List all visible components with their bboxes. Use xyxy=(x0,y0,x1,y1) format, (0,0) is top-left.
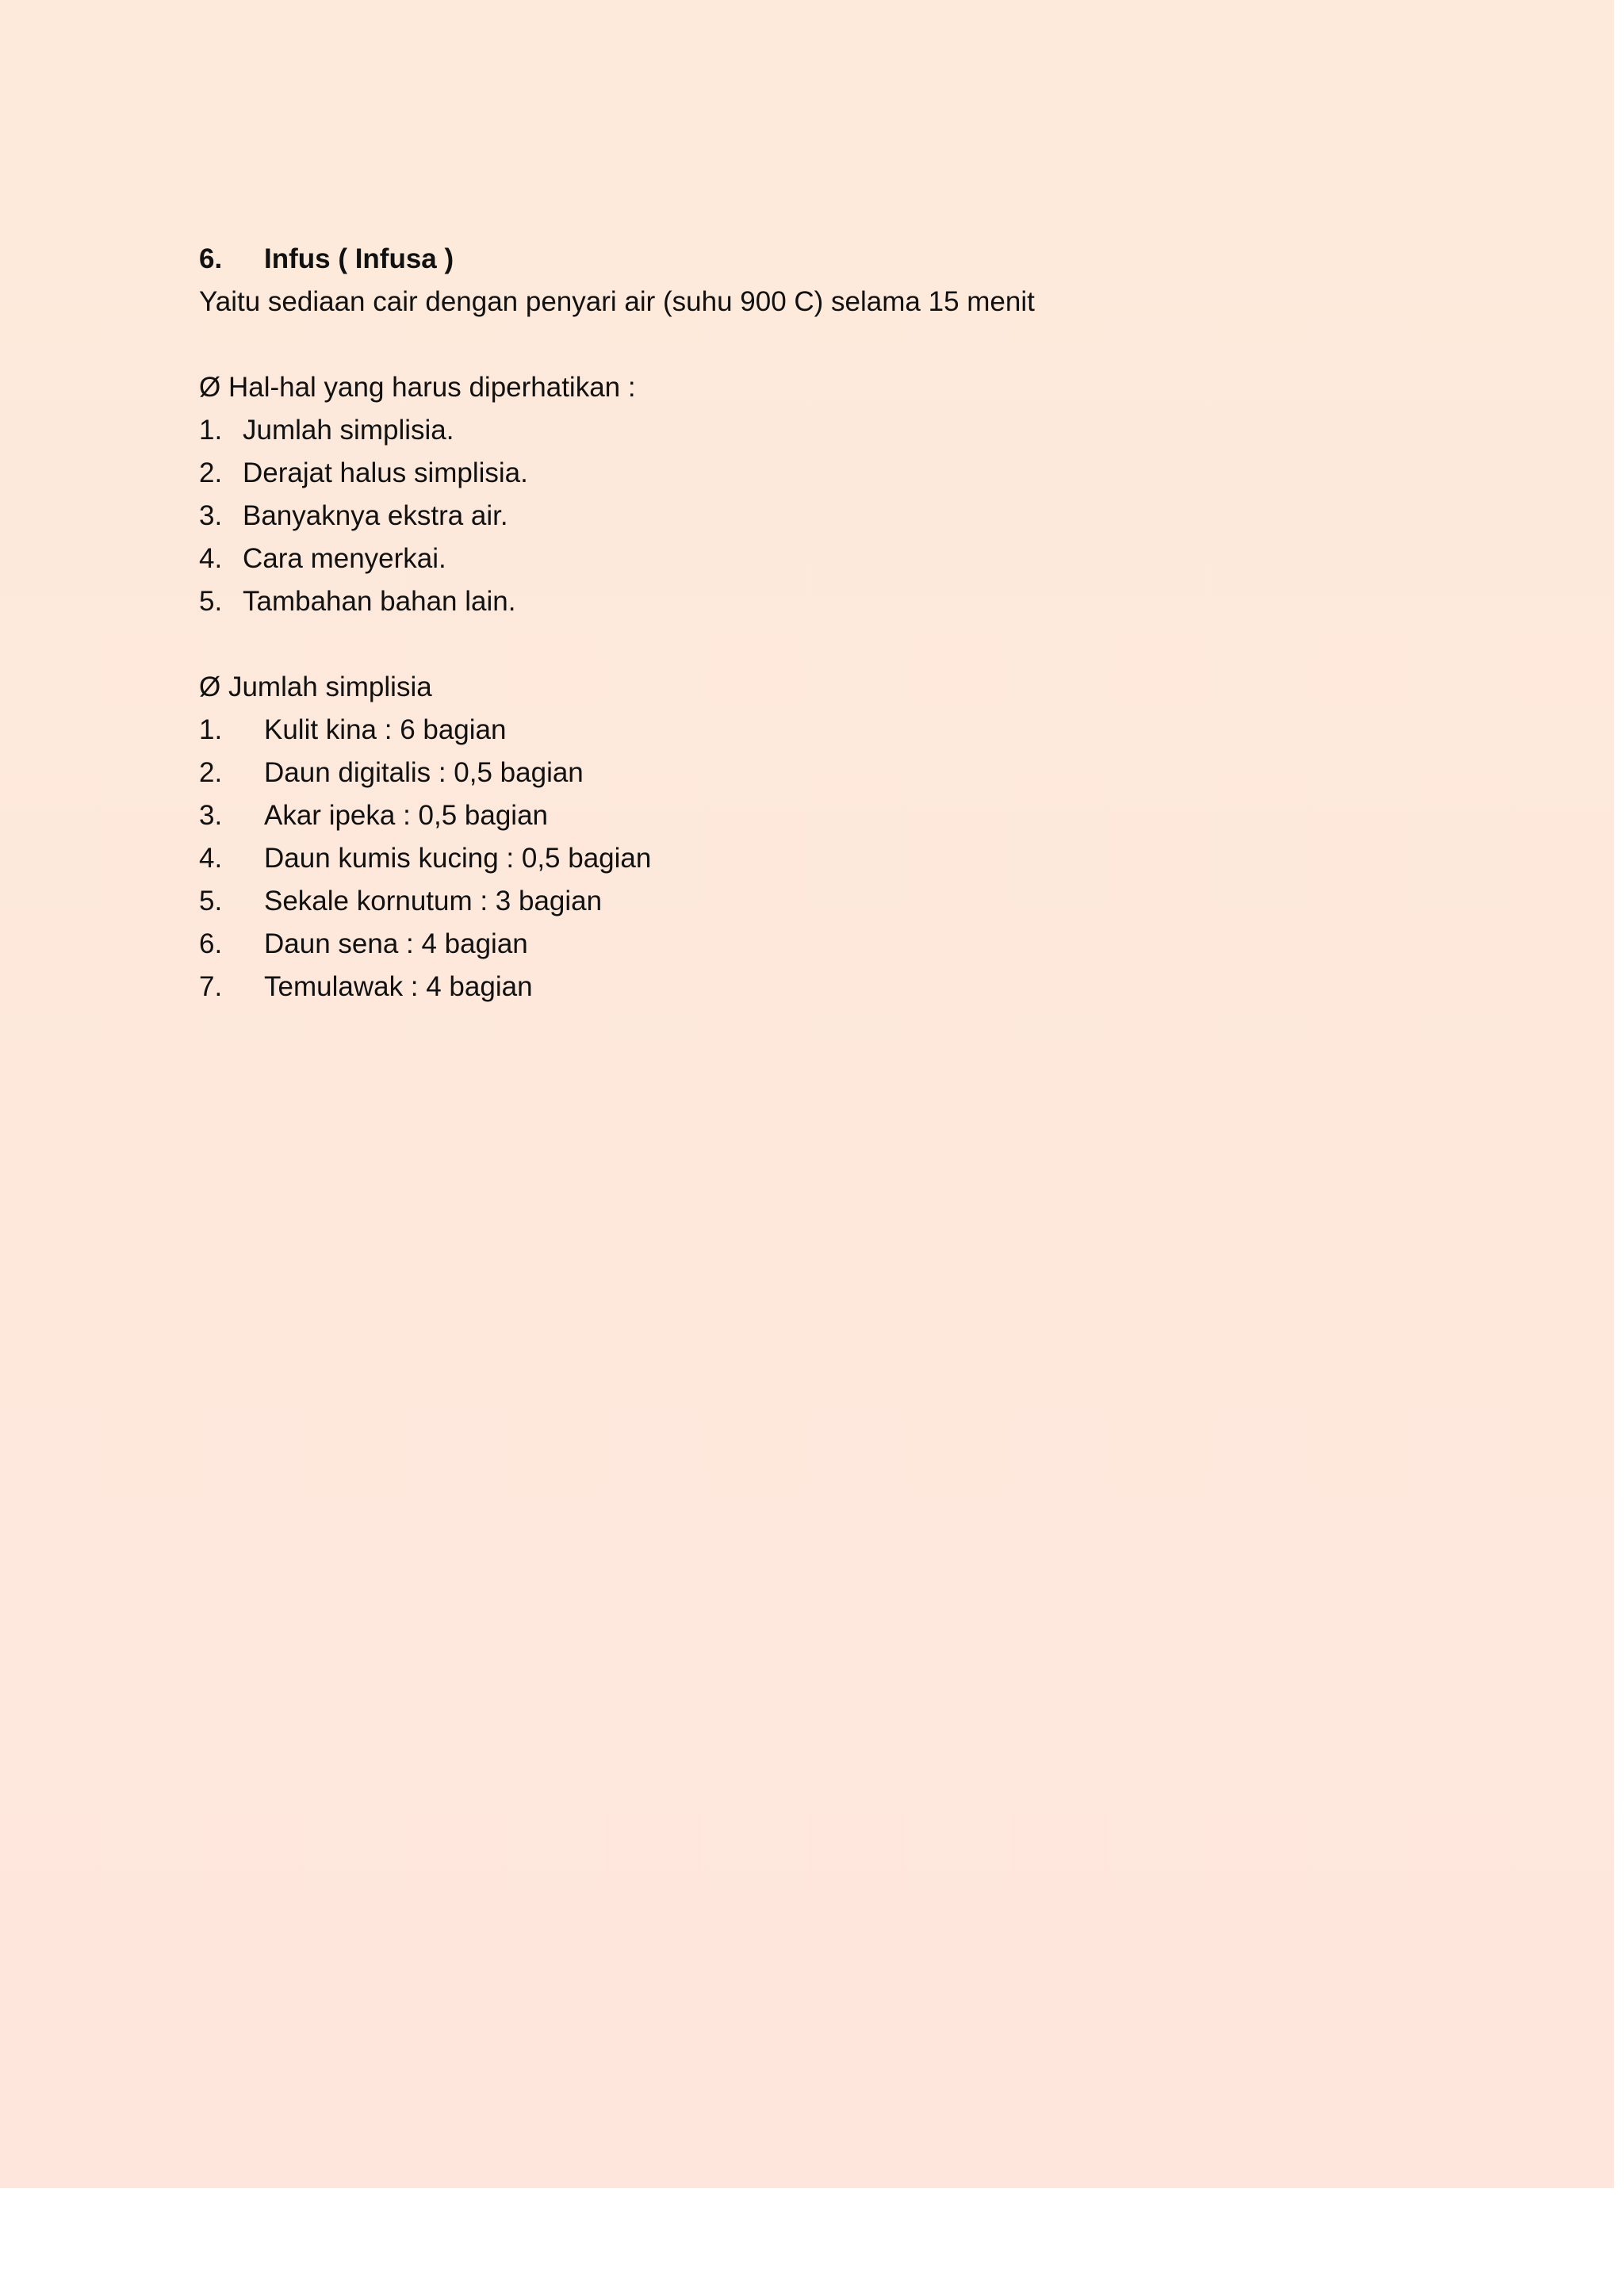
document-content xyxy=(199,238,1468,1008)
spacer xyxy=(199,623,1468,666)
list-item: 2. Derajat halus simplisia. xyxy=(199,457,528,488)
amounts-title: Ø Jumlah simplisia xyxy=(199,672,432,702)
list-item: 3. Akar ipeka : 0,5 bagian xyxy=(199,800,549,831)
section-heading xyxy=(199,238,1468,281)
definition-text: Yaitu sediaan cair dengan penyari air (suhu 900 C) selama 15 menit xyxy=(199,286,1035,317)
list-item: 1. Kulit kina : 6 bagian xyxy=(199,714,507,745)
list-item: 3. Banyaknya ekstra air. xyxy=(199,500,508,531)
list-item: 1. Jumlah simplisia. xyxy=(199,415,454,446)
list-item: 5. Sekale kornutum : 3 bagian xyxy=(199,886,603,916)
list-item: 4. Daun kumis kucing : 0,5 bagian xyxy=(199,843,652,874)
considerations-title: Ø Hal-hal yang harus diperhatikan : xyxy=(199,372,636,403)
heading-title: Infus ( Infusa ) xyxy=(264,243,454,274)
list-item: 4. Cara menyerkai. xyxy=(199,543,446,574)
spacer xyxy=(199,323,1468,366)
list-item: 5. Tambahan bahan lain. xyxy=(199,586,516,617)
list-item: 7. Temulawak : 4 bagian xyxy=(199,971,533,1002)
list-item: 6. Daun sena : 4 bagian xyxy=(199,928,528,959)
heading-number: 6. xyxy=(199,243,223,274)
list-item: 2. Daun digitalis : 0,5 bagian xyxy=(199,757,584,788)
